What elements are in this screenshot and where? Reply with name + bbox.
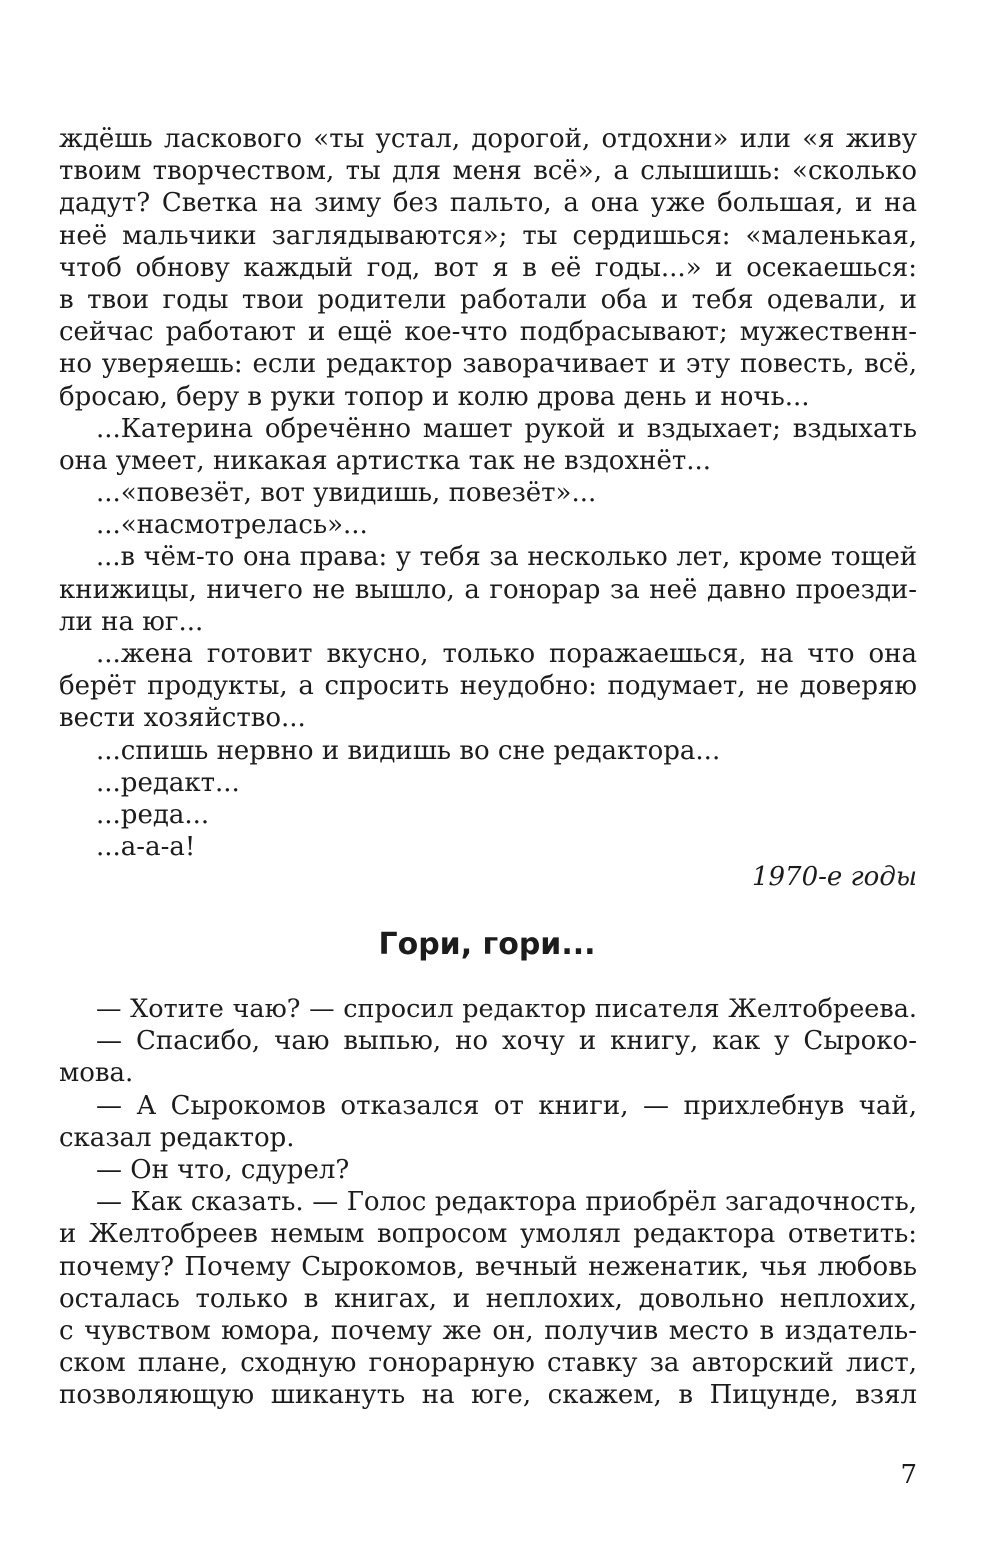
prose-fragment-top (59, 123, 917, 863)
text-line: ...«повезёт, вот увидишь, повезёт»... (96, 478, 597, 509)
text-line: она умеет, никакая артистка так не вздохнёт... (59, 445, 712, 476)
text-line: ...жена готовит вкусно, только поражаешься, на что она (96, 639, 917, 669)
text-line: осталась только в книгах, и неплохих, довольно неплохих, (59, 1283, 917, 1314)
text-line: ...спишь нервно и видишь во сне редактора... (96, 735, 721, 766)
text-line: книжицы, ничего не вышло, а гонорар за неё давно проезди- (59, 574, 917, 605)
text-line: ли на юг... (59, 606, 204, 637)
text-line: ...Катерина обречённо машет рукой и вздыхает; вздыхать (96, 413, 917, 444)
text-line: почему? Почему Сырокомов, вечный неженатик, чья любовь (59, 1251, 917, 1282)
text-line: позволяющую шикануть на юге, скажем, в Пицунде, взял (59, 1380, 917, 1411)
text-line: и Желтобреев немым вопросом умолял редактора ответить: (59, 1219, 917, 1250)
text-line: чтоб обнову каждый год, вот я в её годы...» и осекаешься: (59, 252, 917, 283)
text-line: — Он что, сдурел? (96, 1154, 350, 1185)
text-line: ...в чём-то она права: у тебя за несколько лет, кроме тощей (96, 542, 917, 573)
text-line: — Как сказать. — Голос редактора приобрёл загадочность, (96, 1187, 917, 1218)
text-line: ...«насмотрелась»... (96, 510, 368, 541)
text-line: ...редакт... (96, 767, 240, 798)
text-line: берёт продукты, а спросить неудобно: подумает, не доверяю (59, 671, 917, 702)
text-line: бросаю, беру в руки топор и колю дрова день и ночь... (59, 381, 810, 412)
text-line: но уверяешь: если редактор заворачивает и эту повесть, всё, (59, 349, 917, 380)
text-line: сейчас работают и ещё кое-что подбрасывают; мужественн- (59, 317, 917, 348)
text-line: с чувством юмора, почему же он, получив место в издатель- (59, 1315, 917, 1346)
text-line: сказал редактор. (59, 1122, 295, 1153)
text-line: вести хозяйство... (59, 703, 306, 734)
text-line: неё мальчики заглядываются»; ты сердишься: «маленькая, (59, 220, 917, 251)
prose-story-start (59, 993, 917, 1411)
text-line: — Спасибо, чаю выпью, но хочу и книгу, как у Сыроко- (96, 1026, 917, 1057)
text-line: ждёшь ласкового «ты устал, дорогой, отдохни» или «я живу (59, 124, 917, 154)
text-line: в твои годы твои родители работали оба и тебя одевали, и (59, 284, 917, 315)
text-line: твоим творчеством, ты для меня всё», а слышишь: «сколько (59, 156, 917, 187)
page-number: 7 (900, 1460, 917, 1490)
text-line: ...реда... (96, 799, 210, 830)
text-line: — Хотите чаю? — спросил редактор писателя Желтобреева. (96, 994, 917, 1024)
chapter-heading: Гори, гори... (378, 927, 596, 962)
text-line: ...а-а-а! (96, 832, 196, 863)
text-line: мова. (59, 1058, 134, 1089)
text-line: ском плане, сходную гонорарную ставку за авторский лист, (59, 1348, 917, 1379)
text-line: дадут? Светка на зиму без пальто, а она уже большая, и на (59, 188, 917, 219)
text-line: — А Сырокомов отказался от книги, — прихлебнув чай, (96, 1090, 917, 1121)
date-signature: 1970-е годы (751, 862, 917, 892)
